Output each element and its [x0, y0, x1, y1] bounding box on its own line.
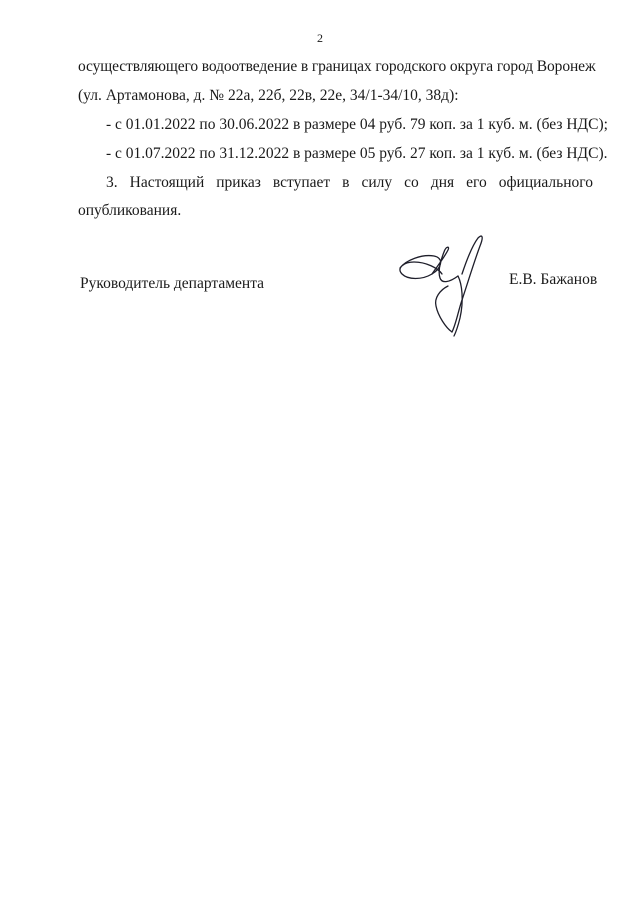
tariff-line-1: - с 01.01.2022 по 30.06.2022 в размере 04 руб. 79 коп. за 1 куб. м. (без НДС); [106, 116, 608, 133]
body-line-1: осуществляющего водоотведение в границах городского округа город Воронеж [78, 58, 596, 75]
clause-word: Настоящий [129, 174, 205, 191]
clause-word: вступает [272, 174, 331, 191]
signatory-name: Е.В. Бажанов [509, 271, 598, 288]
clause-3-end: опубликования. [78, 202, 182, 219]
clause-word: приказ [216, 174, 261, 191]
clause-word: в [342, 174, 350, 191]
clause-word: дня [430, 174, 455, 191]
signatory-title: Руководитель департамента [80, 275, 265, 292]
body-line-2: (ул. Артамонова, д. № 22а, 22б, 22в, 22е, 34/1-34/10, 38д): [78, 87, 459, 104]
handwritten-signature [392, 228, 502, 338]
clause-word: силу [361, 174, 393, 191]
page-number: 2 [317, 31, 323, 45]
clause-word: со [404, 174, 419, 191]
tariff-line-2: - с 01.07.2022 по 31.12.2022 в размере 05 руб. 27 коп. за 1 куб. м. (без НДС). [106, 145, 608, 162]
clause-word: его [466, 174, 487, 191]
clause-word: официального [498, 174, 593, 191]
clause-3-line [78, 173, 593, 193]
clause-word: 3. [106, 174, 118, 191]
